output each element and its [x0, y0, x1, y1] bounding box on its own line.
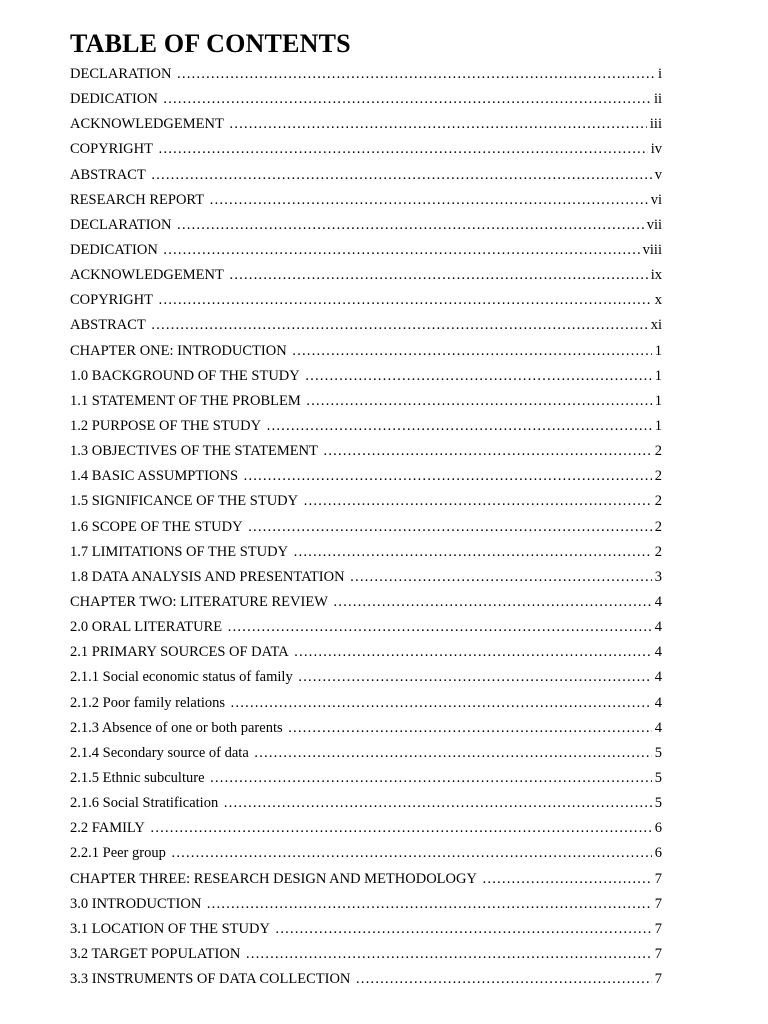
- toc-entry-label: 1.1 STATEMENT OF THE PROBLEM: [70, 392, 301, 409]
- toc-entry[interactable]: [70, 619, 670, 644]
- toc-entry[interactable]: [70, 443, 670, 468]
- toc-entry[interactable]: [70, 91, 670, 116]
- toc-entry-label: 1.8 DATA ANALYSIS AND PRESENTATION: [70, 568, 345, 585]
- toc-entry-page-number: iii: [649, 116, 662, 133]
- toc-entry[interactable]: [70, 745, 670, 770]
- toc-entry-page-number: 1: [654, 367, 662, 384]
- toc-entry-page-number: 7: [654, 945, 662, 962]
- toc-entry-label: 2.1.5 Ethnic subculture: [70, 769, 205, 786]
- toc-entry[interactable]: [70, 66, 670, 91]
- toc-entry-page-number: 7: [654, 971, 662, 988]
- toc-entry-page-number: 2: [654, 543, 662, 560]
- toc-entry-label: 3.0 INTRODUCTION: [70, 895, 202, 912]
- dot-leader: [243, 468, 652, 485]
- dot-leader: [275, 921, 652, 938]
- toc-entry[interactable]: [70, 116, 670, 141]
- toc-entry-label: 1.6 SCOPE OF THE STUDY: [70, 518, 243, 535]
- toc-entry-label: 1.2 PURPOSE OF THE STUDY: [70, 417, 262, 434]
- toc-entry-label: CHAPTER TWO: LITERATURE REVIEW: [70, 593, 328, 610]
- dot-leader: [288, 720, 652, 737]
- toc-entry-page-number: x: [654, 292, 662, 309]
- dot-leader: [305, 368, 652, 385]
- toc-list: [70, 66, 670, 996]
- dot-leader: [323, 443, 652, 460]
- dot-leader: [229, 267, 648, 284]
- toc-entry-label: 1.7 LIMITATIONS OF THE STUDY: [70, 543, 289, 560]
- toc-entry-page-number: 4: [654, 669, 662, 686]
- toc-entry-page-number: 1: [654, 342, 662, 359]
- toc-entry-label: 2.1.2 Poor family relations: [70, 694, 226, 711]
- toc-entry-page-number: 5: [654, 795, 662, 812]
- dot-leader: [245, 946, 651, 963]
- toc-entry-label: 2.1.1 Social economic status of family: [70, 669, 293, 686]
- toc-entry-label: RESEARCH REPORT: [70, 191, 205, 208]
- dot-leader: [209, 192, 648, 209]
- toc-entry-page-number: 5: [654, 744, 662, 761]
- toc-entry-label: 1.3 OBJECTIVES OF THE STATEMENT: [70, 443, 318, 460]
- toc-entry[interactable]: [70, 695, 670, 720]
- toc-entry[interactable]: [70, 946, 670, 971]
- toc-entry[interactable]: [70, 192, 670, 217]
- toc-entry-page-number: 2: [654, 443, 662, 460]
- toc-entry-label: 1.5 SIGNIFICANCE OF THE STUDY: [70, 493, 299, 510]
- toc-entry-label: 2.2 FAMILY: [70, 820, 145, 837]
- toc-entry[interactable]: [70, 292, 670, 317]
- toc-entry[interactable]: [70, 820, 670, 845]
- toc-entry-page-number: 7: [654, 870, 662, 887]
- toc-entry-page-number: 1: [654, 417, 662, 434]
- dot-leader: [151, 167, 652, 184]
- dot-leader: [254, 745, 652, 762]
- toc-entry-label: DECLARATION: [70, 216, 172, 233]
- toc-entry[interactable]: [70, 770, 670, 795]
- toc-entry[interactable]: [70, 368, 670, 393]
- toc-entry-page-number: 4: [654, 593, 662, 610]
- toc-entry-label: 2.2.1 Peer group: [70, 845, 166, 862]
- dot-leader: [177, 66, 655, 83]
- dot-leader: [223, 795, 652, 812]
- toc-entry-label: ACKNOWLEDGEMENT: [70, 267, 224, 284]
- toc-entry[interactable]: [70, 393, 670, 418]
- toc-entry-page-number: 7: [654, 920, 662, 937]
- dot-leader: [171, 845, 652, 862]
- toc-entry-label: 3.1 LOCATION OF THE STUDY: [70, 920, 270, 937]
- toc-entry-page-number: 2: [654, 493, 662, 510]
- toc-entry-label: DECLARATION: [70, 66, 172, 82]
- toc-entry-page-number: 6: [654, 820, 662, 837]
- dot-leader: [210, 770, 652, 787]
- dot-leader: [150, 820, 652, 837]
- toc-entry-label: DEDICATION: [70, 241, 158, 258]
- toc-entry-label: CHAPTER THREE: RESEARCH DESIGN AND METHODOLOGY: [70, 870, 477, 887]
- toc-entry-label: 2.1 PRIMARY SOURCES OF DATA: [70, 644, 289, 661]
- toc-entry-page-number: 6: [654, 845, 662, 862]
- dot-leader: [482, 871, 652, 888]
- toc-entry[interactable]: [70, 845, 670, 870]
- toc-entry[interactable]: [70, 720, 670, 745]
- toc-entry[interactable]: [70, 971, 670, 996]
- document-page: [70, 28, 670, 996]
- toc-entry[interactable]: [70, 871, 670, 896]
- toc-entry-page-number: i: [657, 66, 662, 82]
- toc-entry[interactable]: [70, 493, 670, 518]
- toc-entry-label: 2.1.3 Absence of one or both parents: [70, 719, 283, 736]
- dot-leader: [158, 141, 648, 158]
- dot-leader: [230, 695, 652, 712]
- toc-entry-page-number: 4: [654, 694, 662, 711]
- dot-leader: [266, 418, 652, 435]
- dot-leader: [163, 242, 640, 259]
- toc-entry[interactable]: [70, 569, 670, 594]
- dot-leader: [229, 116, 647, 133]
- toc-entry-page-number: 4: [654, 619, 662, 636]
- toc-entry-label: COPYRIGHT: [70, 292, 153, 309]
- toc-entry-page-number: vi: [650, 191, 662, 208]
- toc-entry-page-number: v: [654, 166, 662, 183]
- toc-entry-page-number: 3: [654, 568, 662, 585]
- dot-leader: [151, 317, 648, 334]
- page-title: TABLE OF CONTENTS: [70, 29, 351, 58]
- dot-leader: [293, 544, 652, 561]
- toc-entry-label: 1.4 BASIC ASSUMPTIONS: [70, 468, 239, 485]
- dot-leader: [355, 971, 651, 988]
- dot-leader: [206, 896, 651, 913]
- toc-entry[interactable]: [70, 217, 670, 242]
- dot-leader: [333, 594, 652, 611]
- toc-entry-page-number: 1: [654, 392, 662, 409]
- dot-leader: [163, 91, 651, 108]
- toc-entry-label: 2.1.6 Social Stratification: [70, 795, 219, 812]
- toc-entry[interactable]: [70, 141, 670, 166]
- toc-entry[interactable]: [70, 468, 670, 493]
- toc-entry-label: DEDICATION: [70, 91, 158, 108]
- toc-entry-label: 3.2 TARGET POPULATION: [70, 945, 241, 962]
- toc-entry-page-number: ii: [653, 91, 662, 108]
- toc-entry-label: ABSTRACT: [70, 166, 146, 183]
- toc-entry[interactable]: [70, 317, 670, 342]
- toc-entry[interactable]: [70, 594, 670, 619]
- toc-entry[interactable]: [70, 669, 670, 694]
- toc-entry-page-number: 4: [654, 719, 662, 736]
- toc-entry-page-number: ix: [650, 267, 662, 284]
- toc-entry-page-number: 5: [654, 769, 662, 786]
- toc-entry-page-number: 2: [654, 468, 662, 485]
- toc-entry-label: ACKNOWLEDGEMENT: [70, 116, 224, 133]
- toc-entry-page-number: viii: [642, 241, 662, 258]
- dot-leader: [350, 569, 652, 586]
- toc-entry-page-number: iv: [650, 141, 662, 158]
- toc-entry-label: COPYRIGHT: [70, 141, 153, 158]
- dot-leader: [158, 292, 652, 309]
- toc-entry[interactable]: [70, 343, 670, 368]
- toc-entry-page-number: 4: [654, 644, 662, 661]
- dot-leader: [306, 393, 652, 410]
- dot-leader: [227, 619, 652, 636]
- toc-entry[interactable]: [70, 795, 670, 820]
- toc-entry-label: ABSTRACT: [70, 317, 146, 334]
- toc-entry[interactable]: [70, 519, 670, 544]
- dot-leader: [292, 343, 652, 360]
- toc-entry[interactable]: [70, 921, 670, 946]
- dot-leader: [294, 644, 652, 661]
- toc-entry[interactable]: [70, 418, 670, 443]
- dot-leader: [248, 519, 652, 536]
- toc-entry-label: 1.0 BACKGROUND OF THE STUDY: [70, 367, 300, 384]
- toc-entry-page-number: 2: [654, 518, 662, 535]
- toc-entry[interactable]: [70, 167, 670, 192]
- toc-entry-page-number: xi: [650, 317, 662, 334]
- dot-leader: [303, 493, 652, 510]
- toc-entry[interactable]: [70, 544, 670, 569]
- toc-entry[interactable]: [70, 267, 670, 292]
- toc-entry[interactable]: [70, 644, 670, 669]
- toc-entry-label: 3.3 INSTRUMENTS OF DATA COLLECTION: [70, 971, 351, 988]
- toc-entry-page-number: 7: [654, 895, 662, 912]
- dot-leader: [177, 217, 644, 234]
- toc-entry-label: CHAPTER ONE: INTRODUCTION: [70, 342, 287, 359]
- toc-entry[interactable]: [70, 896, 670, 921]
- toc-entry-page-number: vii: [646, 216, 662, 233]
- toc-entry-label: 2.0 ORAL LITERATURE: [70, 619, 223, 636]
- dot-leader: [298, 669, 652, 686]
- toc-entry[interactable]: [70, 242, 670, 267]
- toc-entry-label: 2.1.4 Secondary source of data: [70, 744, 249, 761]
